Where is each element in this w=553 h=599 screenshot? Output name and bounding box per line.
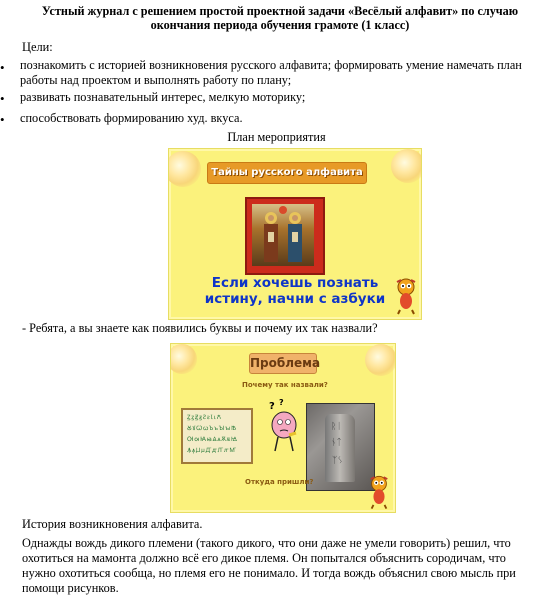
slide-origin-question: Откуда пришли?	[245, 478, 314, 486]
saints-figures	[252, 204, 314, 266]
bullet-icon: •	[0, 91, 5, 106]
svg-text:?: ?	[269, 401, 275, 412]
history-heading: История возникновения алфавита.	[22, 517, 203, 531]
goal-item: развивать познавательный интерес, мелкую моторику;	[20, 90, 306, 104]
thinking-cartoon-icon	[263, 397, 303, 455]
sun-decoration	[170, 344, 197, 374]
plan-caption: План мероприятия	[227, 130, 326, 144]
slide-motto: Если хочешь познать истину, начни с азбуки	[204, 275, 386, 307]
document-title: Устный журнал с решением простой проектной задачи «Весёлый алфавит» по случаю окончания периода обучения грамоте (1 класс)	[41, 4, 519, 32]
bullet-icon: •	[0, 60, 5, 75]
goal-item: познакомить с историей возникновения русского алфавита; формировать умение намечать план работы над проектом и выполнять работу по плану;	[20, 58, 522, 87]
icon-image	[245, 197, 325, 275]
runestone-image	[306, 403, 375, 491]
bullet-icon: •	[0, 112, 5, 127]
svg-text:?: ?	[279, 398, 284, 407]
sun-decoration	[391, 149, 422, 183]
history-paragraph: Однажды вождь дикого племени (такого дикого, что они даже не умели говорить) решил, что охотиться на мамонта должно всё его дикое племя. Он попытался объяснить сородичам, что нужно охотиться сообща, но племя его не понимало. И тогда вождь объяснил свою мысль при помощи рисунков.	[22, 536, 516, 595]
slide-question: Почему так назвали?	[242, 381, 328, 389]
goal-item: способствовать формированию худ. вкуса.	[20, 111, 243, 125]
slide-problem	[170, 343, 396, 513]
rune-mark: ᚱᛁ	[331, 422, 342, 432]
question-line: - Ребята, а вы знаете как появились буквы и почему их так назвали?	[22, 321, 378, 335]
rune-mark: ᛉᛊ	[332, 456, 343, 466]
sun-decoration	[365, 344, 396, 376]
cartoon-owl-icon	[393, 277, 419, 315]
slide-title: Проблема	[249, 353, 317, 374]
alphabet-chart-image: ꙀꙁꙂꙃꙄꙅꙆꙇꙈ ꙊꙋꙌꙍꙎꙏꙐꙑꙒ ꙔꙕꙖꙗꙘꙙꙚꙛꙜ ꙞꙟꙠꙡꙢꙣꙤꙥꙦ	[181, 408, 253, 464]
cartoon-owl-icon	[367, 474, 391, 510]
slide-alphabet-secrets	[168, 148, 422, 320]
goals-label: Цели:	[22, 40, 53, 54]
sun-decoration	[168, 151, 201, 187]
rune-mark: ᚾᛏ	[331, 438, 342, 448]
slide-title: Тайны русского алфавита	[207, 162, 367, 184]
